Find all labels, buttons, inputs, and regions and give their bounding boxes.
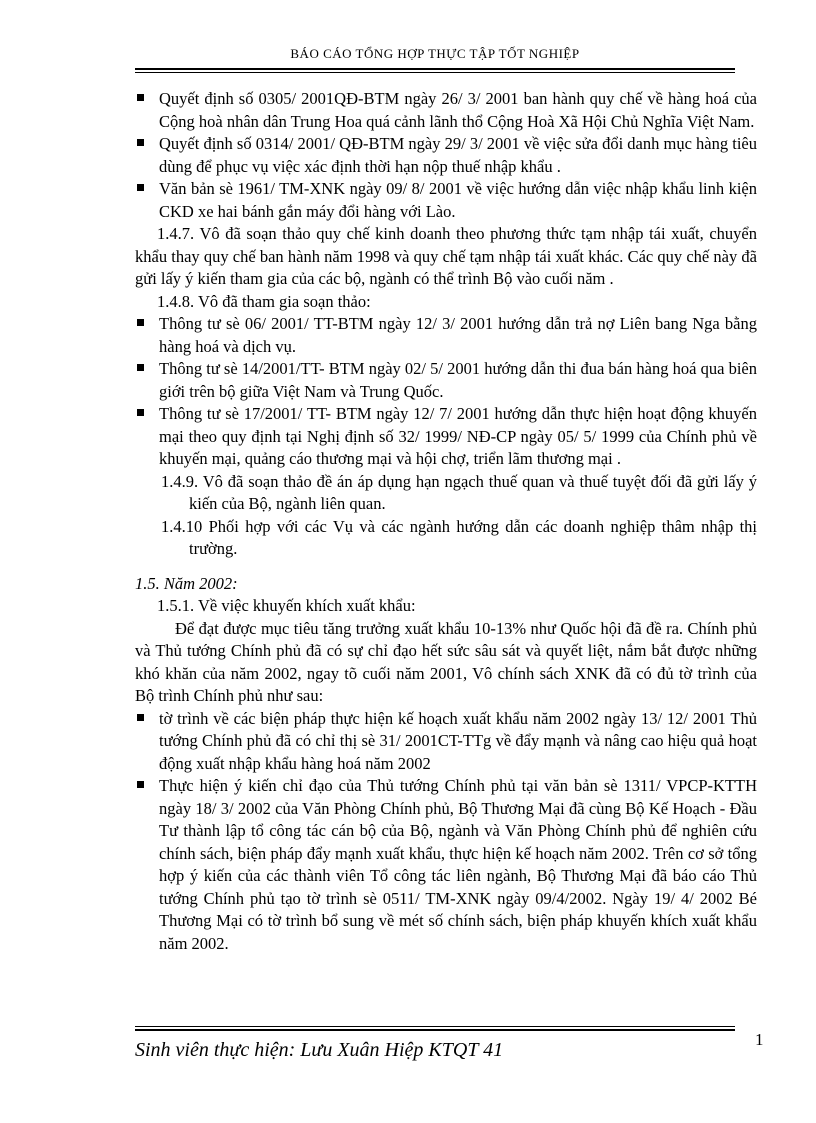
list-item: Thông tư sè 06/ 2001/ TT-BTM ngày 12/ 3/ 2001 hướng dẫn trả nợ Liên bang Nga bằng hàng hoá và dịch vụ. [135, 313, 757, 358]
header-title: BÁO CÁO TỔNG HỢP THỰC TẬP TỐT NGHIỆP [290, 46, 580, 61]
square-bullet-icon [137, 409, 144, 416]
section-heading: 1.5. Năm 2002: [135, 573, 238, 593]
list-item: Quyết định số 0314/ 2001/ QĐ-BTM ngày 29/ 3/ 2001 về việc sửa đổi danh mục hàng tiêu dùng để phục vụ việc xác định thời hạn nộp thuế nhập khẩu . [135, 133, 757, 178]
header-rule [135, 68, 735, 70]
footer-rule-thick [135, 1029, 735, 1031]
list-item: Thông tư sè 14/2001/TT- BTM ngày 02/ 5/ 2001 hướng dẫn thi đua bán hàng hoá qua biên giới trên bộ giữa Việt Nam và Trung Quốc. [135, 358, 757, 403]
list-item: tờ trình về các biện pháp thực hiện kế hoạch xuất khẩu năm 2002 ngày 13/ 12/ 2001 Thủ tướng Chính phủ đã có chỉ thị sè 31/ 2001CT-TTg về đẩy mạnh và nâng cao hiệu quả hoạt động xuất nhập khẩu hàng hoá năm 2002 [135, 708, 757, 776]
square-bullet-icon [137, 714, 144, 721]
list-item: Văn bản sè 1961/ TM-XNK ngày 09/ 8/ 2001 về việc hướng dẫn việc nhập khẩu linh kiện CKD xe hai bánh gắn máy đổi hàng với Lào. [135, 178, 757, 223]
square-bullet-icon [137, 364, 144, 371]
square-bullet-icon [137, 94, 144, 101]
square-bullet-icon [137, 781, 144, 788]
square-bullet-icon [137, 139, 144, 146]
paragraph-1-4-10: 1.4.10 Phối hợp với các Vụ và các ngành hướng dẫn các doanh nghiệp thâm nhập thị trường. [161, 516, 757, 558]
list-item: Thông tư sè 17/2001/ TT- BTM ngày 12/ 7/ 2001 hướng dẫn thực hiện hoạt động khuyến mại theo quy định tại Nghị định số 32/ 1999/ NĐ-CP ngày 05/ 5/ 1999 của Chính phủ về khuyến mại, quảng cáo thương mại và hội chợ, triển lãm thương mại . [135, 403, 757, 471]
square-bullet-icon [137, 184, 144, 191]
list-item: Quyết định số 0305/ 2001QĐ-BTM ngày 26/ 3/ 2001 ban hành quy chế về hàng hoá của Cộng hoà nhân dân Trung Hoa quá cảnh lãnh thổ Cộng Hoà Xã Hội Chủ Nghĩa Việt Nam. [135, 88, 757, 133]
square-bullet-icon [137, 319, 144, 326]
author-line: Sinh viên thực hiện: Lưu Xuân Hiệp KTQT 41 [135, 1039, 504, 1061]
footer-rule [135, 1026, 735, 1027]
list-item: Thực hiện ý kiến chỉ đạo của Thủ tướng Chính phủ tại văn bản sè 1311/ VPCP-KTTH ngày 18/ 3/ 2002 của Văn Phòng Chính phủ, Bộ Thương Mại đã cùng Bộ Kế Hoạch - Đầu Tư thành lập tổ công tác cán bộ của Bộ, ngành và Văn Phòng Chính phủ để nghiên cứu chính sách, biện pháp đẩy mạnh xuất khẩu, thực hiện kế hoạch năm 2002. Trên cơ sở tổng hợp ý kiến của các thành viên Tổ công tác liên ngành, Bộ Thương Mại đã báo cáo Thủ tướng Chính phủ tạo tờ trình sè 0511/ TM-XNK ngày 09/4/2002. Ngày 19/ 4/ 2002 Bé Thương Mại có tờ trình bổ sung về mét số chính sách, biện pháp khuyến khích xuất khẩu năm 2002. [135, 775, 757, 955]
header-rule-thin [135, 72, 735, 73]
page-header [135, 46, 735, 73]
paragraph-1-4-9: 1.4.9. Vô đã soạn thảo đề án áp dụng hạn ngạch thuế quan và thuế tuyệt đối đã gửi lấy ý kiến của Bộ, ngành liên quan. [161, 471, 757, 513]
paragraph-1-4-8: 1.4.8. Vô đã tham gia soạn thảo: [157, 291, 371, 311]
paragraph-1-4-7: 1.4.7. Vô đã soạn thảo quy chế kinh doanh theo phương thức tạm nhập tái xuất, chuyển khẩu thay quy chế ban hành năm 1998 và quy chế tạm nhập tái xuất khác. Các quy chế này đã gửi lấy ý kiến tham gia của các bộ, ngành có thể trình Bộ vào cuối năm . [135, 224, 757, 288]
page-footer [135, 1024, 735, 1062]
document-body [135, 88, 757, 955]
intro-paragraph: Để đạt được mục tiêu tăng trưởng xuất khẩu 10-13% như Quốc hội đã đề ra. Chính phủ và Thủ tướng Chính phủ đã có sự chỉ đạo hết sức sâu sát và quyết liệt, nắm bắt được những khó khăn của năm 2002, ngay tõ cuối năm 2001, Vô chính sách XNK đã có đủ tờ trình của Bộ trình Chính phủ như sau: [135, 618, 757, 705]
paragraph-1-5-1: 1.5.1. Về việc khuyến khích xuất khẩu: [157, 596, 416, 615]
page-number: 1 [755, 1030, 764, 1049]
